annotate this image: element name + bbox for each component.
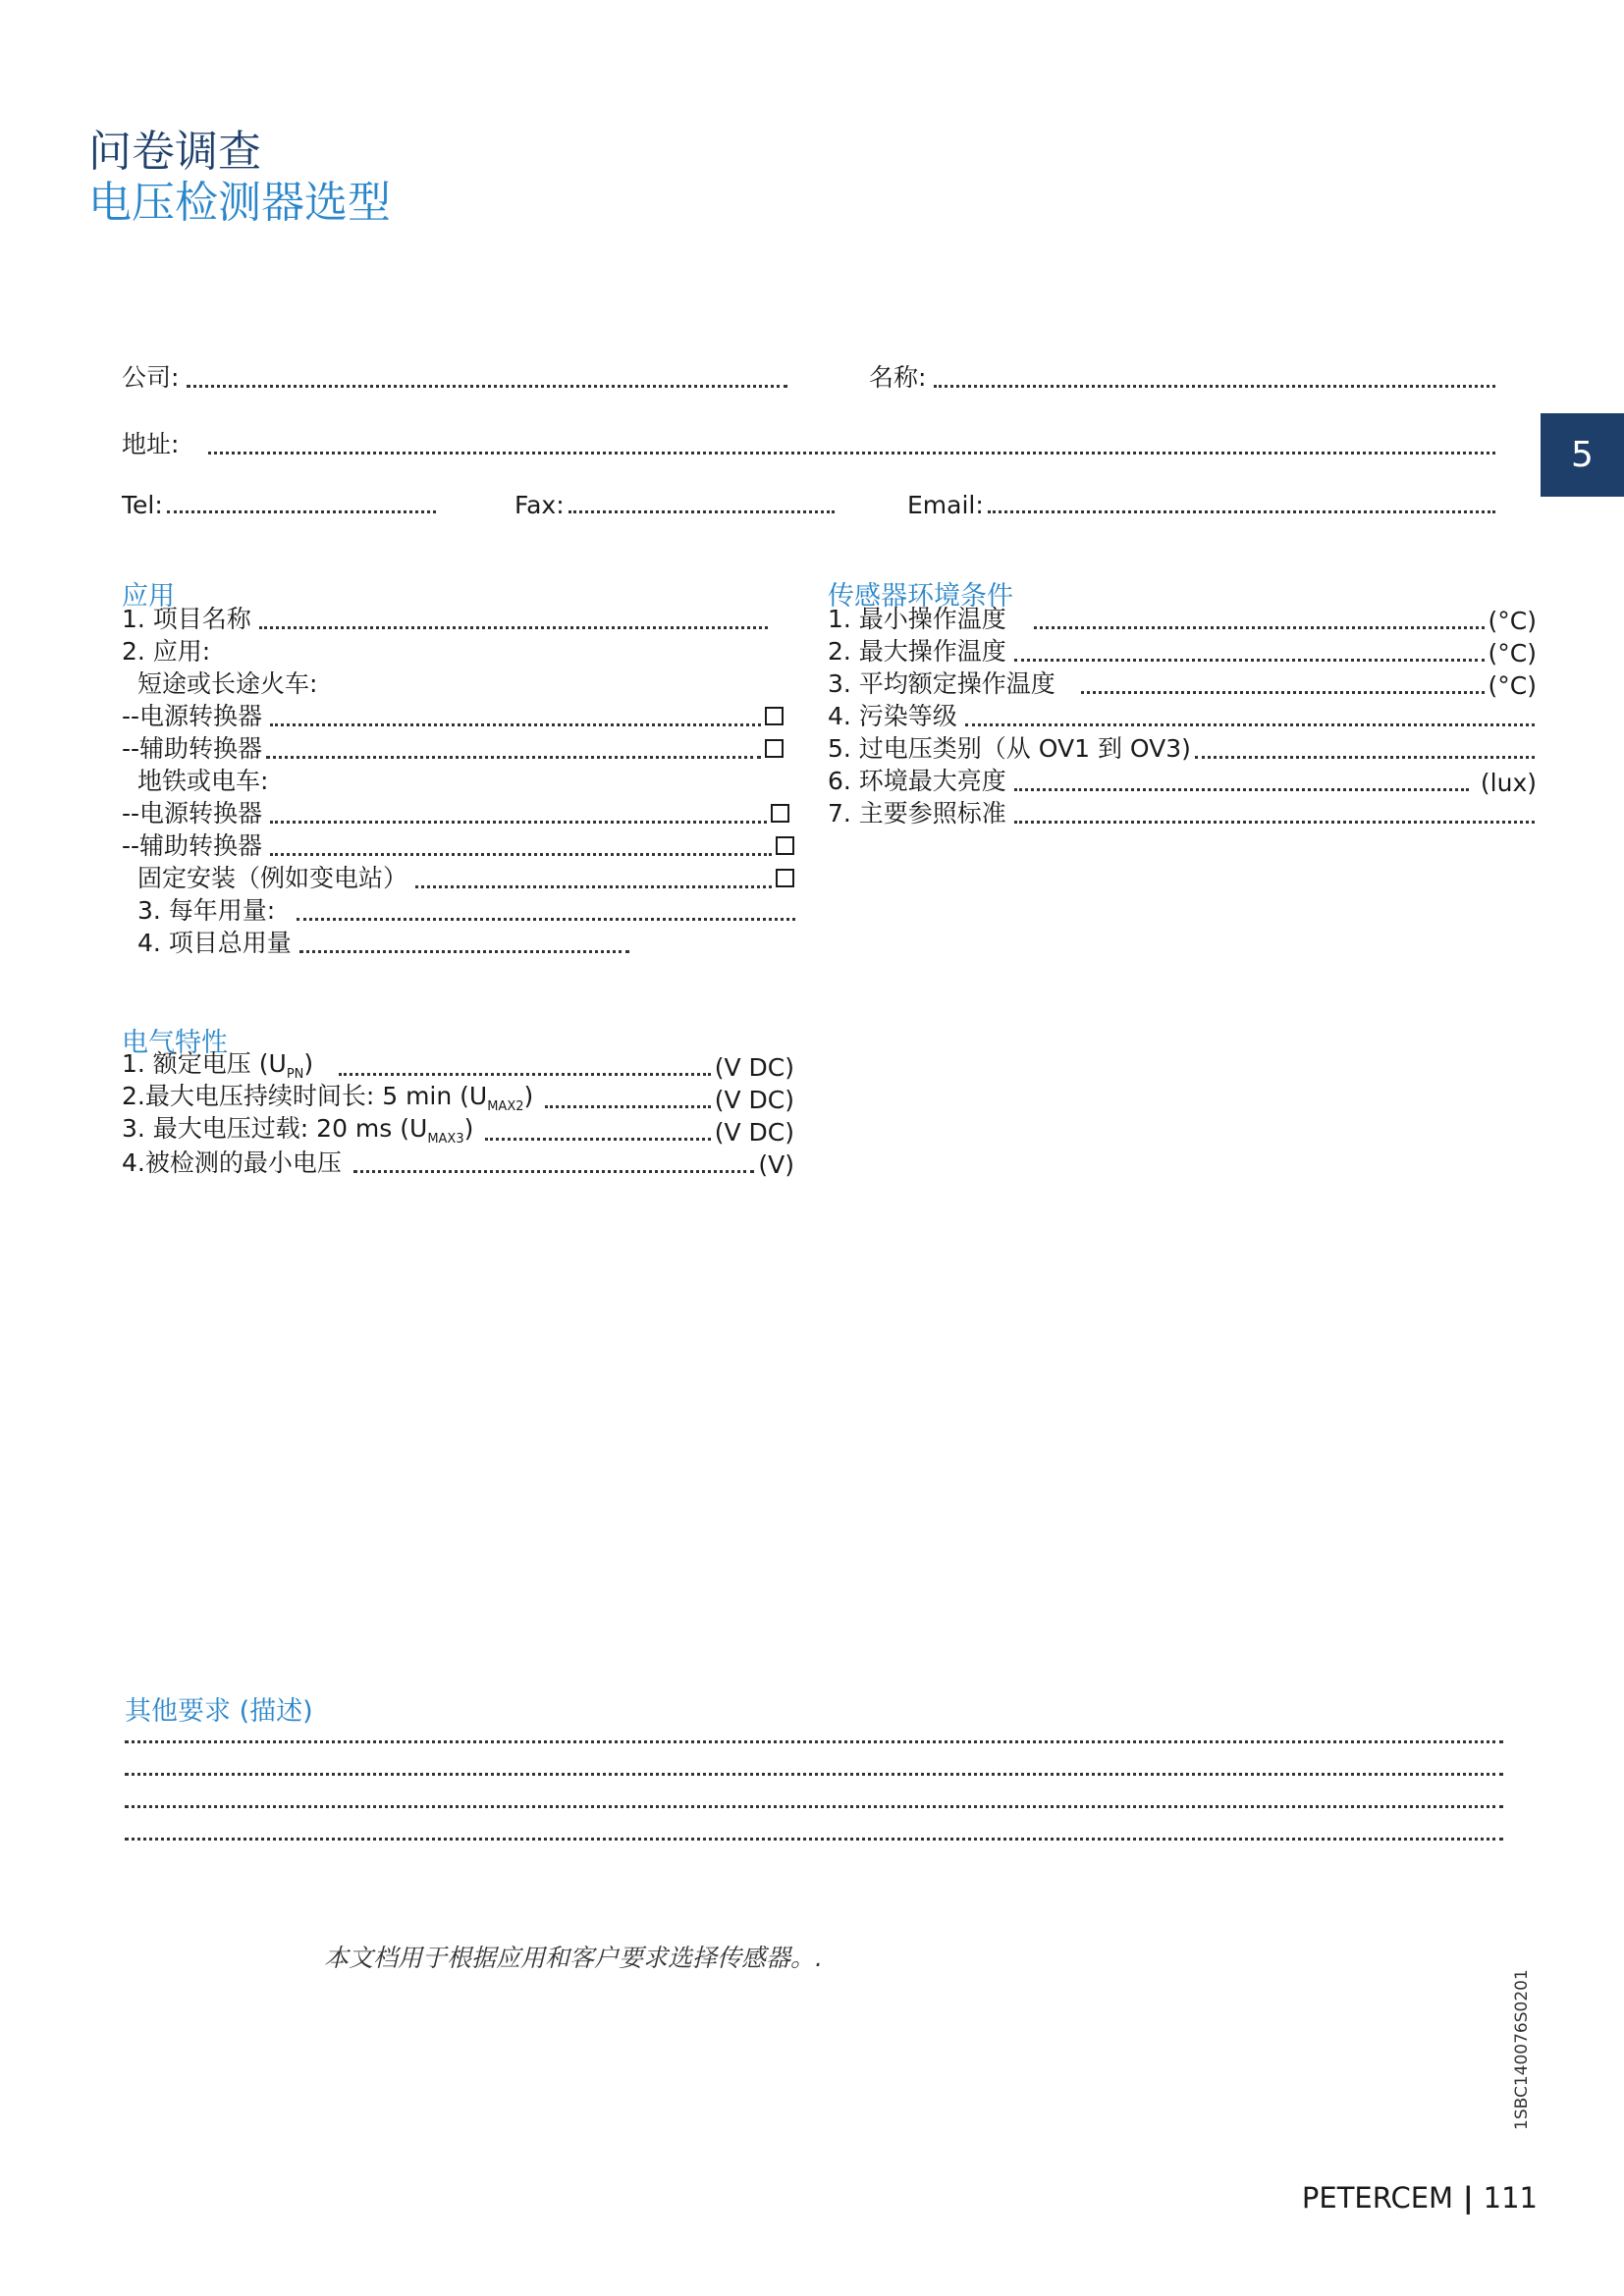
train-aux-converter-checkbox[interactable] — [765, 739, 784, 758]
metro-power-converter-line — [270, 811, 767, 824]
other-requirements-line-4[interactable] — [125, 1835, 1503, 1841]
max-overload-row[interactable] — [122, 1114, 794, 1147]
reference-standard-row[interactable] — [828, 797, 1537, 829]
max-brightness-input-line[interactable] — [1014, 778, 1469, 791]
fax-input-line[interactable] — [568, 501, 835, 513]
train-power-converter-row[interactable] — [122, 700, 784, 732]
fixed-installation-row[interactable] — [122, 862, 794, 894]
tel-field[interactable] — [122, 491, 438, 519]
annual-quantity-row[interactable] — [122, 894, 797, 927]
metro-power-converter-row[interactable] — [122, 797, 789, 829]
overvoltage-category-input-line[interactable] — [1195, 746, 1535, 759]
company-label: 公司: — [122, 363, 180, 392]
max-temp-label: 2. 最大操作温度 — [828, 637, 1006, 666]
min-detected-voltage-row[interactable] — [122, 1147, 794, 1179]
email-field[interactable] — [907, 491, 1497, 519]
document-note: 本文档用于根据应用和客户要求选择传感器。. — [324, 1944, 823, 1972]
chapter-tab: 5 — [1541, 413, 1624, 497]
avg-temp-label: 3. 平均额定操作温度 — [828, 669, 1056, 698]
electrical-section — [122, 1049, 794, 1179]
train-power-converter-label: --电源转换器 — [122, 702, 263, 730]
total-quantity-label: 4. 项目总用量 — [137, 929, 292, 957]
fixed-installation-line — [415, 876, 772, 888]
train-aux-converter-label: --辅助转换器 — [122, 734, 263, 763]
max-brightness-label: 6. 环境最大亮度 — [828, 767, 1006, 795]
other-requirements-line-3[interactable] — [125, 1802, 1503, 1808]
max-overload-unit: (V DC) — [714, 1118, 794, 1147]
avg-temp-row[interactable] — [828, 667, 1537, 700]
max-brightness-unit: (lux) — [1480, 769, 1537, 797]
rated-voltage-subscript: PN — [286, 1067, 304, 1082]
metro-power-converter-label: --电源转换器 — [122, 799, 263, 828]
max-overload-input-line[interactable] — [485, 1128, 710, 1141]
min-detected-voltage-input-line[interactable] — [353, 1160, 755, 1173]
tel-input-line[interactable] — [167, 501, 436, 513]
metro-aux-converter-checkbox[interactable] — [776, 836, 794, 855]
avg-temp-unit: (°C) — [1488, 671, 1537, 700]
total-quantity-input-line[interactable] — [299, 940, 629, 953]
page-title: 问卷调查 — [88, 127, 261, 177]
rated-voltage-input-line[interactable] — [339, 1063, 711, 1076]
pollution-degree-label: 4. 污染等级 — [828, 702, 957, 730]
name-field[interactable] — [869, 358, 1497, 394]
electrical-heading: 电气特性 — [122, 1028, 228, 1058]
train-power-converter-checkbox[interactable] — [765, 707, 784, 725]
email-input-line[interactable] — [988, 501, 1495, 513]
annual-quantity-input-line[interactable] — [297, 908, 795, 921]
metro-row — [122, 765, 799, 797]
min-detected-voltage-unit: (V) — [758, 1150, 794, 1179]
rated-voltage-label: 1. 额定电压 $(U_{PN})$ — [122, 1049, 314, 1082]
overvoltage-category-label: 5. 过电压类别（从 OV1 到 OV3) — [828, 734, 1191, 763]
address-field[interactable] — [122, 425, 1497, 460]
environment-heading: 传感器环境条件 — [828, 581, 1013, 612]
project-name-label: 1. 项目名称 — [122, 605, 251, 633]
trains-row — [122, 667, 799, 700]
metro-aux-converter-label: --辅助转换器 — [122, 831, 263, 860]
fax-label: Fax: — [514, 491, 565, 519]
document-code: 1SBC140076S0201 — [1512, 1969, 1532, 2130]
pollution-degree-row[interactable] — [828, 700, 1537, 732]
max-temp-unit: (°C) — [1488, 639, 1537, 667]
metro-power-converter-checkbox[interactable] — [771, 804, 789, 823]
company-field[interactable] — [122, 358, 789, 394]
email-label: Email: — [907, 491, 984, 519]
fixed-installation-label: 固定安装（例如变电站） — [137, 864, 408, 892]
metro-aux-converter-row[interactable] — [122, 829, 794, 862]
min-temp-unit: (°C) — [1488, 607, 1537, 635]
min-detected-voltage-label: 4.被检测的最小电压 — [122, 1148, 342, 1177]
max-brightness-row[interactable] — [828, 765, 1537, 797]
train-aux-converter-line — [266, 746, 761, 759]
min-temp-input-line[interactable] — [1034, 616, 1485, 629]
avg-temp-input-line[interactable] — [1081, 681, 1485, 694]
metro-label: 地铁或电车: — [137, 767, 269, 795]
address-label: 地址: — [122, 430, 180, 458]
address-input-line[interactable] — [208, 442, 1495, 454]
rated-voltage-unit: (V DC) — [714, 1053, 794, 1082]
pollution-degree-input-line[interactable] — [965, 714, 1535, 726]
other-requirements-heading: 其他要求 (描述) — [125, 1696, 313, 1727]
overvoltage-category-row[interactable] — [828, 732, 1537, 765]
max-temp-input-line[interactable] — [1014, 649, 1485, 662]
other-requirements-line-2[interactable] — [125, 1770, 1503, 1776]
max-overload-label: 3. 最大电压过载: 20 ms $(U_{MAX3})$ — [122, 1114, 474, 1147]
reference-standard-label: 7. 主要参照标准 — [828, 799, 1006, 828]
other-requirements-line-1[interactable] — [125, 1737, 1503, 1743]
train-power-converter-line — [270, 714, 761, 726]
annual-quantity-label: 3. 每年用量: — [137, 896, 276, 925]
fixed-installation-checkbox[interactable] — [776, 869, 794, 887]
project-name-input-line[interactable] — [259, 616, 768, 629]
page-footer — [1302, 2181, 1538, 2215]
min-temp-label: 1. 最小操作温度 — [828, 605, 1006, 633]
min-temp-row[interactable] — [828, 603, 1537, 635]
page-subtitle: 电压检测器选型 — [88, 178, 391, 228]
metro-aux-converter-line — [270, 843, 772, 856]
train-aux-converter-row[interactable] — [122, 732, 784, 765]
max-overload-subscript: MAX3 — [427, 1132, 464, 1147]
company-input-line[interactable] — [187, 375, 787, 388]
tel-label: Tel: — [122, 491, 163, 519]
application-heading: 应用 — [122, 581, 175, 612]
project-name-row[interactable] — [122, 603, 770, 635]
name-label: 名称: — [869, 363, 927, 392]
environment-section — [828, 603, 1537, 829]
application-label: 2. 应用: — [122, 637, 211, 666]
trains-label: 短途或长途火车: — [137, 669, 318, 698]
page-number: 111 — [1483, 2181, 1538, 2215]
max-voltage-duration-input-line[interactable] — [545, 1095, 710, 1108]
footer-brand: PETERCEM — [1301, 2181, 1454, 2215]
max-voltage-duration-label: 2.最大电压持续时间长: 5 $\min (U_{MAX2})$ — [122, 1082, 534, 1114]
application-section — [122, 603, 799, 959]
total-quantity-row[interactable] — [122, 927, 631, 959]
max-voltage-duration-unit: (V DC) — [714, 1086, 794, 1114]
reference-standard-input-line[interactable] — [1014, 811, 1535, 824]
fax-field[interactable] — [514, 491, 837, 519]
footer-separator: | — [1463, 2181, 1474, 2215]
application-label-row — [122, 635, 799, 667]
name-input-line[interactable] — [934, 375, 1495, 388]
max-voltage-duration-subscript: MAX2 — [487, 1099, 524, 1114]
max-temp-row[interactable] — [828, 635, 1537, 667]
